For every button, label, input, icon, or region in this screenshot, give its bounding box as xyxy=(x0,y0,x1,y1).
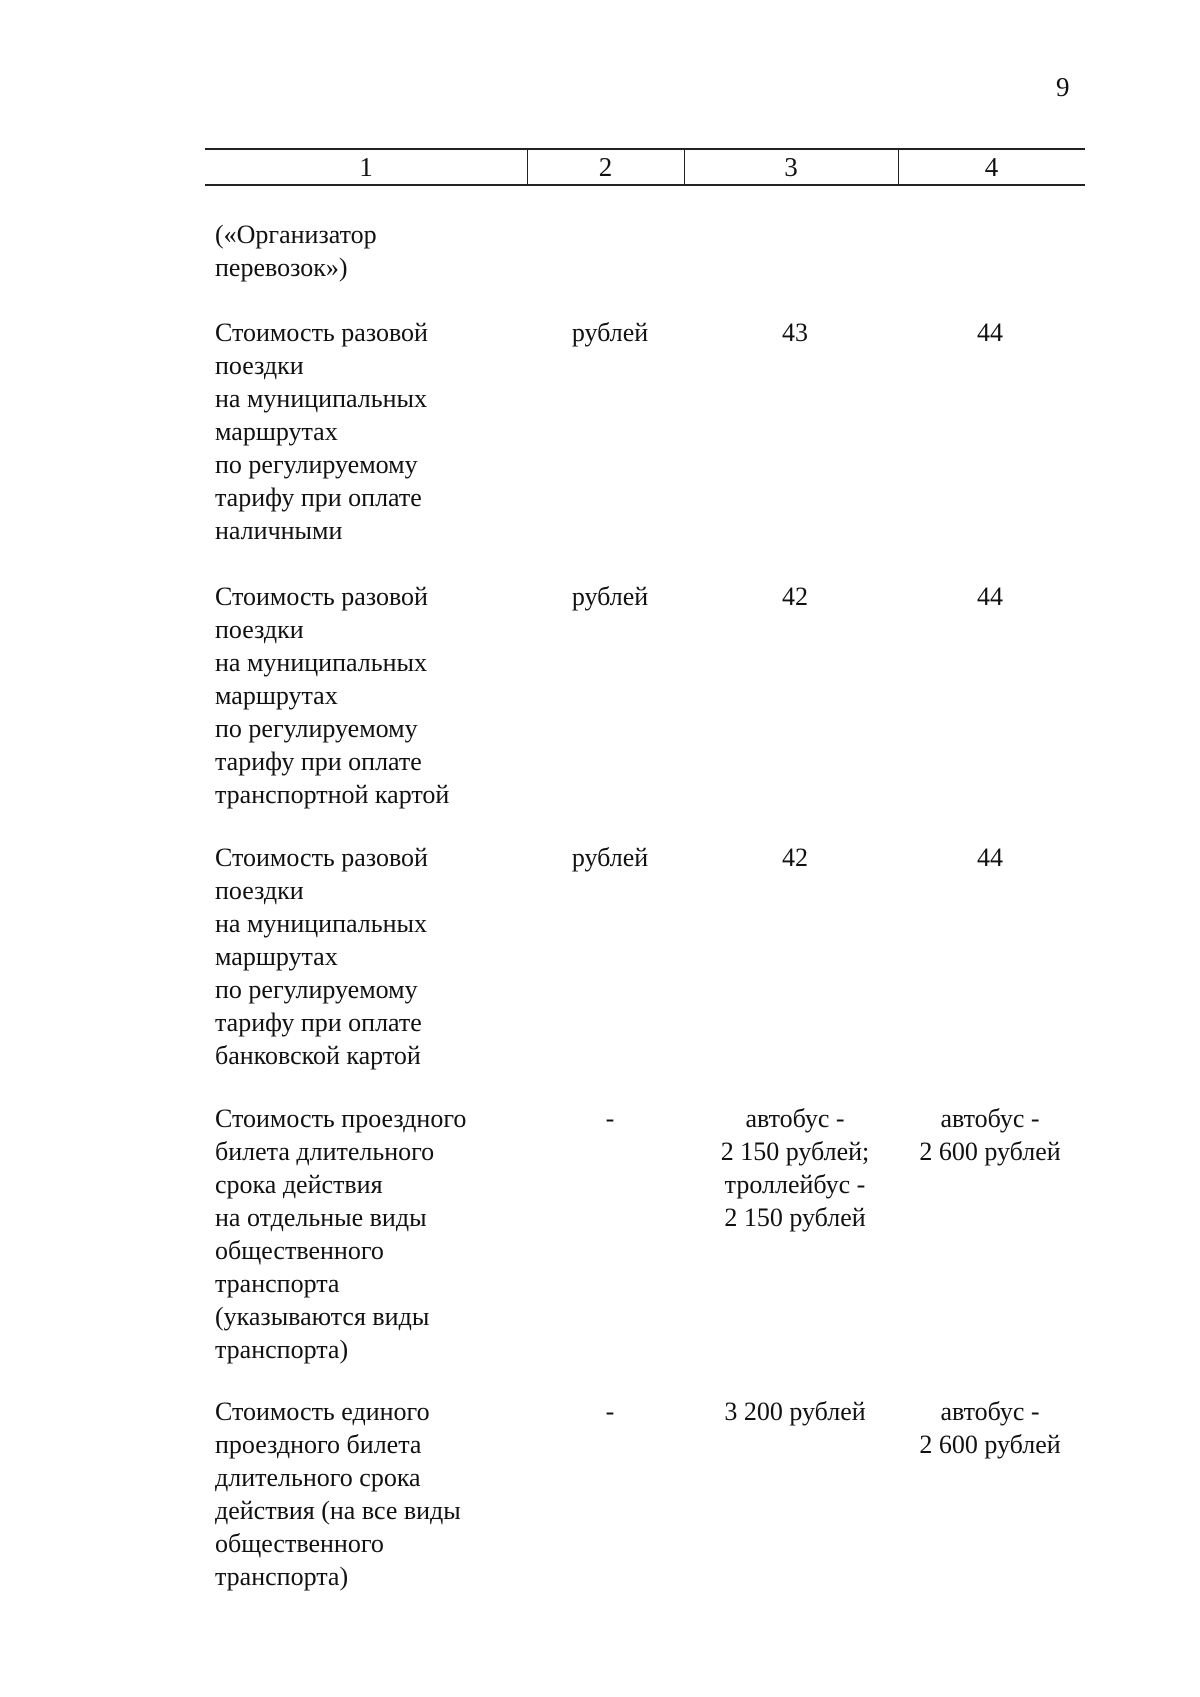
row-value-col4: 44 xyxy=(977,318,1003,347)
row-value-col3: 43 xyxy=(782,318,808,347)
row-label: Стоимость единого проездного билета длительного срока действия (на все виды общественного транспорта) xyxy=(215,1397,461,1591)
row-unit: рублей xyxy=(571,843,649,872)
row-unit: рублей xyxy=(571,318,649,347)
row-value-col4: 44 xyxy=(977,843,1003,872)
row-value-col3: автобус - 2 150 рублей; троллейбус - 2 150 рублей xyxy=(720,1104,870,1232)
table-header xyxy=(205,148,1085,186)
row-label: Стоимость разовой поездки на муниципальных маршрутах по регулируемому тарифу при оплате транспортной картой xyxy=(215,582,450,809)
row-value-col4: автобус - 2 600 рублей xyxy=(919,1104,1061,1166)
row-label: Стоимость проездного билета длительного срока действия на отдельные виды общественного транспорта (указываются виды транспорта) xyxy=(215,1104,467,1364)
column-header-4: 4 xyxy=(984,152,999,182)
row-value-col3: 3 200 рублей xyxy=(724,1397,866,1426)
column-header-1: 1 xyxy=(359,152,373,182)
page-number: 9 xyxy=(1056,72,1070,102)
row-value-col4: 44 xyxy=(977,582,1003,611)
row-label: Стоимость разовой поездки на муниципальных маршрутах по регулируемому тарифу при оплате банковской картой xyxy=(215,843,428,1070)
row-label: («Организатор перевозок») xyxy=(215,220,377,282)
row-value-col4: автобус - 2 600 рублей xyxy=(919,1397,1061,1459)
row-unit: рублей xyxy=(571,582,649,611)
row-unit: - xyxy=(605,1397,615,1426)
row-value-col3: 42 xyxy=(782,843,808,872)
column-header-2: 2 xyxy=(598,152,613,182)
row-value-col3: 42 xyxy=(782,582,808,611)
column-header-3: 3 xyxy=(784,152,798,182)
row-label: Стоимость разовой поездки на муниципальных маршрутах по регулируемому тарифу при оплате наличными xyxy=(215,318,428,545)
row-unit: - xyxy=(605,1104,615,1133)
